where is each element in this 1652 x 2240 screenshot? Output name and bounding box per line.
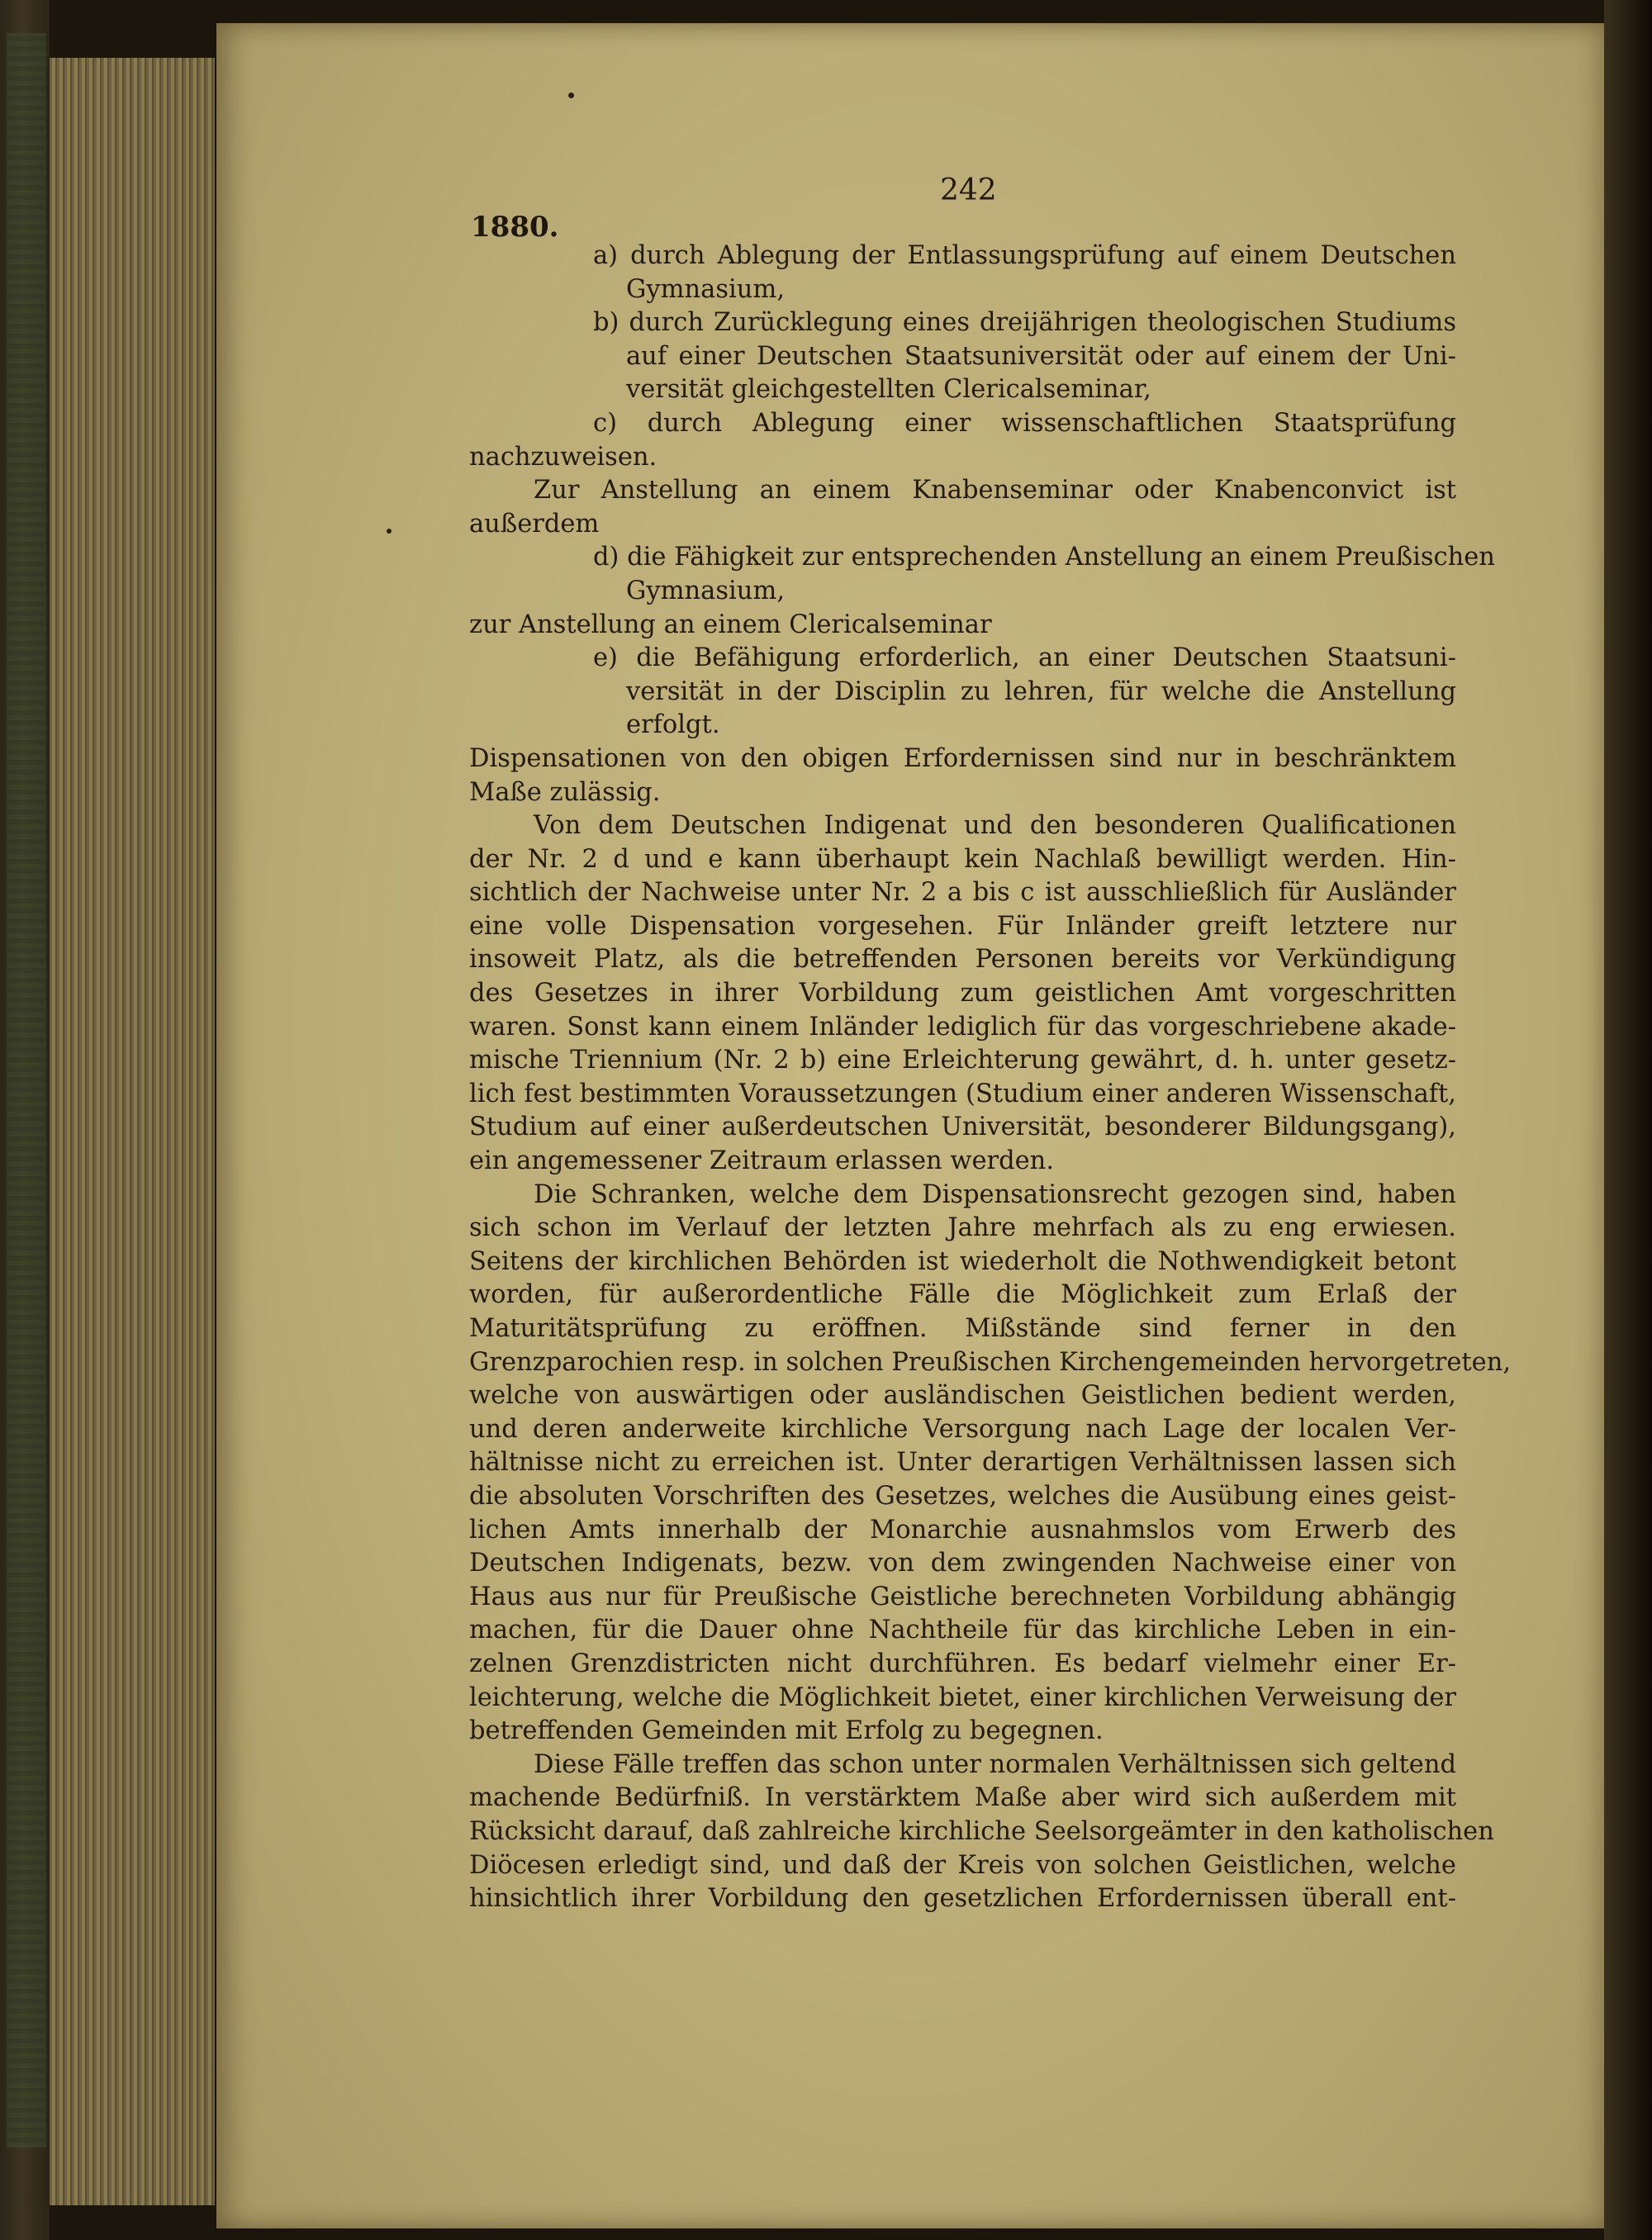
text-line: ein angemessener Zeitraum erlassen werden. [469, 1146, 1055, 1176]
text-line: Haus aus nur für Preußische Geistliche berechneten Vorbildung abhängig [469, 1582, 1456, 1611]
text-line: die absoluten Vorschriften des Gesetzes, welches die Ausübung eines geist- [469, 1481, 1456, 1511]
text-line: lichen Amts innerhalb der Monarchie ausnahmslos vom Erwerb des [469, 1515, 1456, 1545]
text-line: welche von auswärtigen oder ausländischen Geistlichen bedient werden, [469, 1381, 1456, 1411]
text-line: waren. Sonst kann einem Inländer lediglich für das vorgeschriebene akade- [469, 1012, 1456, 1042]
spine-cloth-binding [7, 33, 46, 2147]
text-line: Seitens der kirchlichen Behörden ist wiederholt die Nothwendigkeit betont [469, 1246, 1456, 1276]
text-line: Studium auf einer außerdeutschen Universität, besonderer Bildungsgang), [469, 1113, 1456, 1142]
text-line: Zur Anstellung an einem Knabenseminar oder Knabenconvict ist [534, 476, 1456, 505]
text-line: b) durch Zurücklegung eines dreijährigen theologischen Studiums [593, 308, 1456, 338]
year-marker: 1880. [471, 211, 559, 244]
text-line: hältnisse nicht zu erreichen ist. Unter derartigen Verhältnissen lassen sich [469, 1448, 1456, 1478]
text-line: sichtlich der Nachweise unter Nr. 2 a bis c ist ausschließlich für Ausländer [469, 878, 1456, 908]
text-line: Deutschen Indigenats, bezw. von dem zwingenden Nachweise einer von [469, 1549, 1456, 1578]
text-line: Rücksicht darauf, daß zahlreiche kirchliche Seelsorgeämter in den katholischen [469, 1816, 1494, 1846]
text-line: eine volle Dispensation vorgesehen. Für Inländer greift letztere nur [469, 911, 1456, 941]
text-line: außerdem [469, 509, 600, 539]
text-line: Diese Fälle treffen das schon unter normalen Verhältnissen sich geltend [534, 1749, 1456, 1779]
page-number: 242 [940, 173, 997, 207]
text-line: des Gesetzes in ihrer Vorbildung zum geistlichen Amt vorgeschritten [469, 979, 1456, 1008]
text-line: sich schon im Verlauf der letzten Jahre mehrfach als zu eng erwiesen. [469, 1213, 1456, 1243]
text-line: Von dem Deutschen Indigenat und den besonderen Qualificationen [534, 811, 1456, 841]
text-line: d) die Fähigkeit zur entsprechenden Anstellung an einem Preußischen [593, 543, 1495, 572]
stacked-page-edges [50, 58, 215, 2205]
book-gutter [1604, 0, 1652, 2240]
text-line: erfolgt. [626, 710, 720, 740]
text-line: versität in der Disciplin zu lehren, für welche die Anstellung [626, 676, 1456, 706]
text-line: mische Triennium (Nr. 2 b) eine Erleichterung gewährt, d. h. unter gesetz- [469, 1046, 1456, 1075]
ink-speck [387, 529, 392, 534]
text-line: Grenzparochien resp. in solchen Preußischen Kirchengemeinden hervorgetreten, [469, 1347, 1512, 1377]
text-line: Gymnasium, [626, 576, 786, 605]
text-line: machende Bedürfniß. In verstärktem Maße aber wird sich außerdem mit [469, 1783, 1456, 1813]
text-line: hinsichtlich ihrer Vorbildung den gesetzlichen Erfordernissen überall ent- [469, 1884, 1456, 1914]
text-line: und deren anderweite kirchliche Versorgung nach Lage der localen Ver- [469, 1414, 1456, 1444]
text-line: insoweit Platz, als die betreffenden Personen bereits vor Verkündigung [469, 945, 1456, 975]
text-line: Diöcesen erledigt sind, und daß der Kreis von solchen Geistlichen, welche [469, 1850, 1456, 1880]
text-line: auf einer Deutschen Staatsuniversität oder auf einem der Uni- [626, 341, 1456, 371]
text-line: a) durch Ablegung der Entlassungsprüfung auf einem Deutschen [593, 241, 1456, 270]
text-line: Gymnasium, [626, 274, 786, 304]
text-line: Maße zulässig. [469, 777, 661, 807]
text-line: Maturitätsprüfung zu eröffnen. Mißstände sind ferner in den [469, 1314, 1456, 1343]
text-line: versität gleichgestellten Clericalseminar, [626, 375, 1151, 405]
text-line: machen, für die Dauer ohne Nachtheile für das kirchliche Leben in ein- [469, 1616, 1456, 1645]
text-line: e) die Befähigung erforderlich, an einer Deutschen Staatsuni- [593, 643, 1456, 673]
text-line: leichterung, welche die Möglichkeit bietet, einer kirchlichen Verweisung der [469, 1682, 1456, 1712]
ink-speck [568, 93, 574, 98]
text-line: Dispensationen von den obigen Erfordernissen sind nur in beschränktem [469, 743, 1456, 773]
body-text [469, 206, 1512, 1916]
text-line: nachzuweisen. [469, 442, 657, 472]
text-line: Die Schranken, welche dem Dispensationsrecht gezogen sind, haben [534, 1179, 1456, 1209]
text-line: worden, für außerordentliche Fälle die Möglichkeit zum Erlaß der [469, 1280, 1456, 1310]
text-line: c) durch Ablegung einer wissenschaftlichen Staatsprüfung [593, 408, 1456, 438]
text-line: lich fest bestimmten Voraussetzungen (Studium einer anderen Wissenschaft, [469, 1079, 1456, 1108]
text-line: zelnen Grenzdistricten nicht durchführen. Es bedarf vielmehr einer Er- [469, 1649, 1456, 1678]
text-line: der Nr. 2 d und e kann überhaupt kein Nachlaß bewilligt werden. Hin- [469, 844, 1456, 874]
text-line: betreffenden Gemeinden mit Erfolg zu begegnen. [469, 1716, 1104, 1746]
text-line: zur Anstellung an einem Clericalseminar [469, 610, 992, 639]
